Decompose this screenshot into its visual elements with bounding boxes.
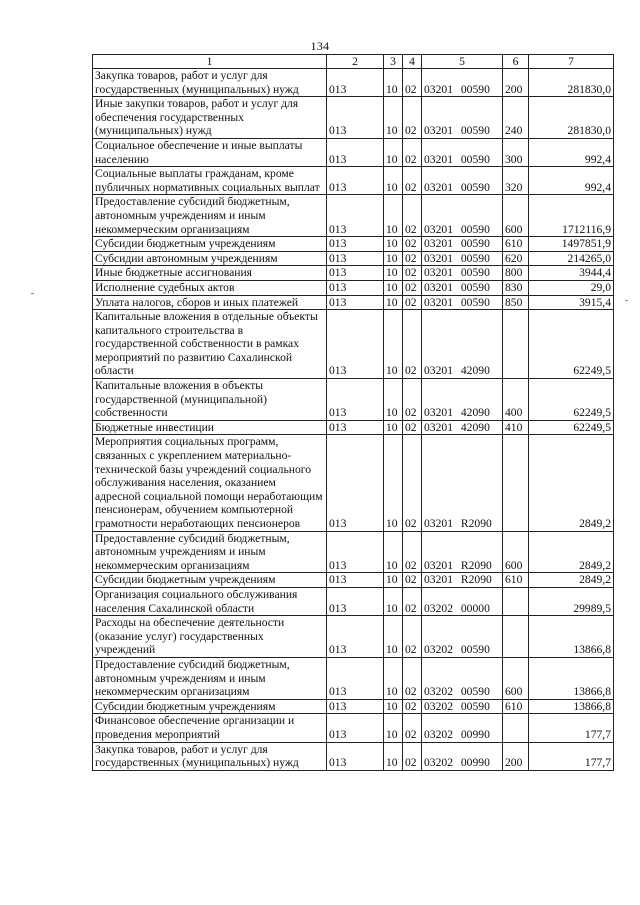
- amount-cell: 992,4: [529, 167, 614, 195]
- table-row: [93, 310, 614, 379]
- table-row: [93, 420, 614, 435]
- column-header: 3: [384, 55, 403, 69]
- expense-type-cell: 600: [503, 531, 529, 573]
- amount-cell: 281830,0: [529, 97, 614, 139]
- section-cell: 10: [384, 295, 403, 310]
- admin-code-cell: 013: [327, 310, 384, 379]
- subsection-cell: 02: [403, 420, 422, 435]
- admin-code-cell: 013: [327, 195, 384, 237]
- expense-type-cell: 320: [503, 167, 529, 195]
- subsection-cell: 02: [403, 195, 422, 237]
- section-cell: 10: [384, 435, 403, 531]
- section-cell: 10: [384, 714, 403, 742]
- row-name-cell: Социальное обеспечение и иные выплаты населению: [93, 138, 327, 166]
- target-article-cell: 03202 00590: [422, 616, 503, 658]
- target-article-cell: 03201 42090: [422, 420, 503, 435]
- row-name-cell: Организация социального обслуживания населения Сахалинской области: [93, 587, 327, 615]
- table-row: [93, 573, 614, 588]
- expense-type-cell: 600: [503, 657, 529, 699]
- admin-code-cell: 013: [327, 138, 384, 166]
- subsection-cell: 02: [403, 714, 422, 742]
- row-name-cell: Бюджетные инвестиции: [93, 420, 327, 435]
- expense-type-cell: 410: [503, 420, 529, 435]
- subsection-cell: 02: [403, 657, 422, 699]
- amount-cell: 2849,2: [529, 573, 614, 588]
- section-cell: 10: [384, 420, 403, 435]
- section-cell: 10: [384, 587, 403, 615]
- subsection-cell: 02: [403, 266, 422, 281]
- subsection-cell: 02: [403, 742, 422, 770]
- row-name-cell: Закупка товаров, работ и услуг для государственных (муниципальных) нужд: [93, 742, 327, 770]
- target-article-cell: 03201 R2090: [422, 531, 503, 573]
- row-name-cell: Субсидии бюджетным учреждениям: [93, 237, 327, 252]
- table-row: [93, 97, 614, 139]
- amount-cell: 177,7: [529, 714, 614, 742]
- target-article-cell: 03201 R2090: [422, 573, 503, 588]
- subsection-cell: 02: [403, 251, 422, 266]
- table-row: [93, 435, 614, 531]
- target-article-cell: 03201 00590: [422, 195, 503, 237]
- admin-code-cell: 013: [327, 420, 384, 435]
- table-row: [93, 714, 614, 742]
- admin-code-cell: 013: [327, 531, 384, 573]
- section-cell: 10: [384, 97, 403, 139]
- expense-type-cell: 610: [503, 573, 529, 588]
- admin-code-cell: 013: [327, 742, 384, 770]
- subsection-cell: 02: [403, 531, 422, 573]
- table-row: [93, 379, 614, 421]
- section-cell: 10: [384, 531, 403, 573]
- amount-cell: 62249,5: [529, 310, 614, 379]
- table-row: [93, 138, 614, 166]
- table-row: [93, 266, 614, 281]
- section-cell: 10: [384, 379, 403, 421]
- section-cell: 10: [384, 616, 403, 658]
- row-name-cell: Иные закупки товаров, работ и услуг для обеспечения государственных (муниципальных) нужд: [93, 97, 327, 139]
- admin-code-cell: 013: [327, 266, 384, 281]
- table-row: [93, 69, 614, 97]
- target-article-cell: 03201 00590: [422, 266, 503, 281]
- expense-type-cell: 240: [503, 97, 529, 139]
- table-row: [93, 531, 614, 573]
- admin-code-cell: 013: [327, 573, 384, 588]
- subsection-cell: 02: [403, 616, 422, 658]
- row-name-cell: Расходы на обеспечение деятельности (оказание услуг) государственных учреждений: [93, 616, 327, 658]
- row-name-cell: Предоставление субсидий бюджетным, автономным учреждениям и иным некоммерческим организациям: [93, 195, 327, 237]
- target-article-cell: 03201 00590: [422, 251, 503, 266]
- expense-type-cell: 200: [503, 69, 529, 97]
- admin-code-cell: 013: [327, 97, 384, 139]
- subsection-cell: 02: [403, 237, 422, 252]
- section-cell: 10: [384, 266, 403, 281]
- admin-code-cell: 013: [327, 295, 384, 310]
- amount-cell: 1712116,9: [529, 195, 614, 237]
- section-cell: 10: [384, 742, 403, 770]
- table-row: [93, 699, 614, 714]
- row-name-cell: Финансовое обеспечение организации и проведения мероприятий: [93, 714, 327, 742]
- column-header: 6: [503, 55, 529, 69]
- section-cell: 10: [384, 699, 403, 714]
- target-article-cell: 03201 00590: [422, 69, 503, 97]
- table-row: [93, 742, 614, 770]
- amount-cell: 13866,8: [529, 699, 614, 714]
- row-name-cell: Предоставление субсидий бюджетным, автономным учреждениям и иным некоммерческим организациям: [93, 657, 327, 699]
- admin-code-cell: 013: [327, 699, 384, 714]
- table-header-row: [93, 55, 614, 69]
- table-row: [93, 295, 614, 310]
- admin-code-cell: 013: [327, 280, 384, 295]
- admin-code-cell: 013: [327, 69, 384, 97]
- row-name-cell: Мероприятия социальных программ, связанных с укреплением материально-технической базы учреждений социального обслуживания населения, оказанием адресной социальной помощи неработающим пенсионерам, обучением компьютерной грамотности неработающих пенсионеров: [93, 435, 327, 531]
- table-row: [93, 251, 614, 266]
- target-article-cell: 03202 00990: [422, 714, 503, 742]
- amount-cell: 29989,5: [529, 587, 614, 615]
- section-cell: 10: [384, 69, 403, 97]
- admin-code-cell: 013: [327, 657, 384, 699]
- row-name-cell: Субсидии автономным учреждениям: [93, 251, 327, 266]
- row-name-cell: Иные бюджетные ассигнования: [93, 266, 327, 281]
- subsection-cell: 02: [403, 167, 422, 195]
- table-row: [93, 280, 614, 295]
- target-article-cell: 03201 00590: [422, 295, 503, 310]
- row-name-cell: Капитальные вложения в отдельные объекты капитального строительства в государственной собственности в рамках мероприятий по развитию Сахалинской области: [93, 310, 327, 379]
- row-name-cell: Капитальные вложения в объекты государственной (муниципальной) собственности: [93, 379, 327, 421]
- expense-type-cell: [503, 616, 529, 658]
- subsection-cell: 02: [403, 280, 422, 295]
- target-article-cell: 03202 00590: [422, 657, 503, 699]
- amount-cell: 13866,8: [529, 616, 614, 658]
- section-cell: 10: [384, 167, 403, 195]
- row-name-cell: Предоставление субсидий бюджетным, автономным учреждениям и иным некоммерческим организациям: [93, 531, 327, 573]
- subsection-cell: 02: [403, 587, 422, 615]
- admin-code-cell: 013: [327, 714, 384, 742]
- target-article-cell: 03201 00590: [422, 97, 503, 139]
- amount-cell: 1497851,9: [529, 237, 614, 252]
- column-header: 5: [422, 55, 503, 69]
- target-article-cell: 03201 00590: [422, 138, 503, 166]
- table-body: [93, 69, 614, 771]
- amount-cell: 29,0: [529, 280, 614, 295]
- budget-table: [92, 54, 614, 771]
- amount-cell: 13866,8: [529, 657, 614, 699]
- section-cell: 10: [384, 138, 403, 166]
- amount-cell: 3915,4: [529, 295, 614, 310]
- subsection-cell: 02: [403, 435, 422, 531]
- section-cell: 10: [384, 195, 403, 237]
- admin-code-cell: 013: [327, 435, 384, 531]
- target-article-cell: 03202 00590: [422, 699, 503, 714]
- expense-type-cell: 200: [503, 742, 529, 770]
- scan-mark: [31, 293, 34, 294]
- expense-type-cell: [503, 587, 529, 615]
- table-row: [93, 195, 614, 237]
- subsection-cell: 02: [403, 138, 422, 166]
- section-cell: 10: [384, 251, 403, 266]
- amount-cell: 281830,0: [529, 69, 614, 97]
- expense-type-cell: [503, 310, 529, 379]
- amount-cell: 177,7: [529, 742, 614, 770]
- table-row: [93, 657, 614, 699]
- target-article-cell: 03201 42090: [422, 310, 503, 379]
- row-name-cell: Уплата налогов, сборов и иных платежей: [93, 295, 327, 310]
- column-header: 1: [93, 55, 327, 69]
- column-header: 7: [529, 55, 614, 69]
- page-number: 134: [310, 39, 330, 53]
- admin-code-cell: 013: [327, 587, 384, 615]
- expense-type-cell: [503, 435, 529, 531]
- target-article-cell: 03201 42090: [422, 379, 503, 421]
- admin-code-cell: 013: [327, 251, 384, 266]
- column-header: 2: [327, 55, 384, 69]
- target-article-cell: 03202 00000: [422, 587, 503, 615]
- admin-code-cell: 013: [327, 167, 384, 195]
- subsection-cell: 02: [403, 573, 422, 588]
- expense-type-cell: 400: [503, 379, 529, 421]
- expense-type-cell: 850: [503, 295, 529, 310]
- amount-cell: 992,4: [529, 138, 614, 166]
- subsection-cell: 02: [403, 699, 422, 714]
- target-article-cell: 03201 00590: [422, 167, 503, 195]
- expense-type-cell: 610: [503, 699, 529, 714]
- table-row: [93, 167, 614, 195]
- table-row: [93, 616, 614, 658]
- subsection-cell: 02: [403, 379, 422, 421]
- expense-type-cell: 300: [503, 138, 529, 166]
- subsection-cell: 02: [403, 310, 422, 379]
- section-cell: 10: [384, 310, 403, 379]
- expense-type-cell: 600: [503, 195, 529, 237]
- subsection-cell: 02: [403, 69, 422, 97]
- subsection-cell: 02: [403, 295, 422, 310]
- expense-type-cell: 830: [503, 280, 529, 295]
- target-article-cell: 03201 00590: [422, 237, 503, 252]
- section-cell: 10: [384, 237, 403, 252]
- expense-type-cell: 800: [503, 266, 529, 281]
- table-row: [93, 587, 614, 615]
- section-cell: 10: [384, 657, 403, 699]
- admin-code-cell: 013: [327, 237, 384, 252]
- expense-type-cell: [503, 714, 529, 742]
- row-name-cell: Исполнение судебных актов: [93, 280, 327, 295]
- expense-type-cell: 620: [503, 251, 529, 266]
- expense-type-cell: 610: [503, 237, 529, 252]
- admin-code-cell: 013: [327, 616, 384, 658]
- amount-cell: 214265,0: [529, 251, 614, 266]
- admin-code-cell: 013: [327, 379, 384, 421]
- target-article-cell: 03202 00990: [422, 742, 503, 770]
- amount-cell: 2849,2: [529, 531, 614, 573]
- table-row: [93, 237, 614, 252]
- row-name-cell: Закупка товаров, работ и услуг для государственных (муниципальных) нужд: [93, 69, 327, 97]
- row-name-cell: Социальные выплаты гражданам, кроме публичных нормативных социальных выплат: [93, 167, 327, 195]
- target-article-cell: 03201 00590: [422, 280, 503, 295]
- section-cell: 10: [384, 573, 403, 588]
- column-header: 4: [403, 55, 422, 69]
- row-name-cell: Субсидии бюджетным учреждениям: [93, 699, 327, 714]
- amount-cell: 62249,5: [529, 379, 614, 421]
- amount-cell: 2849,2: [529, 435, 614, 531]
- amount-cell: 3944,4: [529, 266, 614, 281]
- section-cell: 10: [384, 280, 403, 295]
- target-article-cell: 03201 R2090: [422, 435, 503, 531]
- scan-mark: [625, 300, 628, 301]
- row-name-cell: Субсидии бюджетным учреждениям: [93, 573, 327, 588]
- subsection-cell: 02: [403, 97, 422, 139]
- amount-cell: 62249,5: [529, 420, 614, 435]
